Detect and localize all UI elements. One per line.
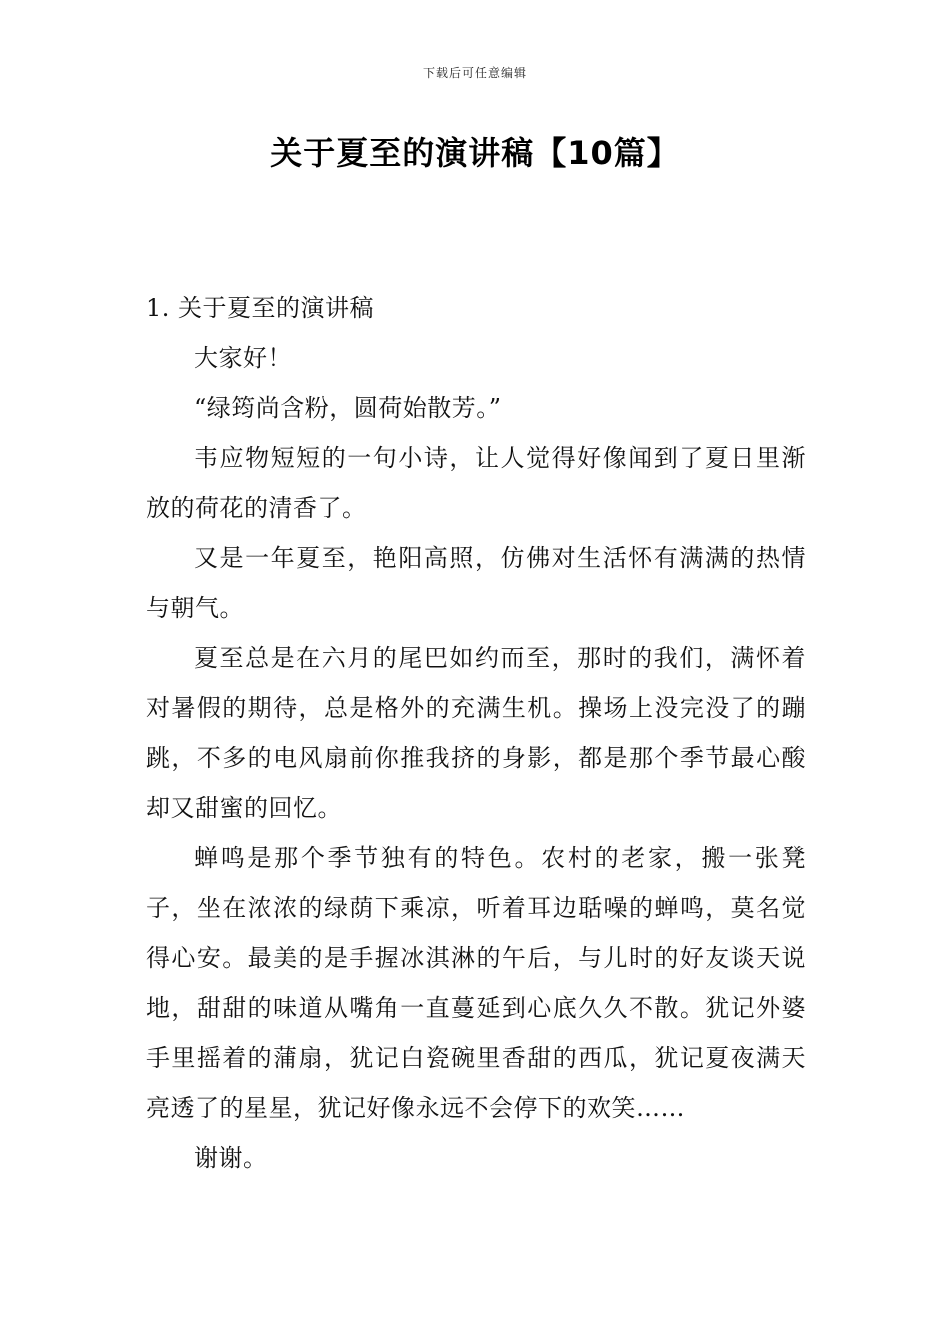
paragraph: 又是一年夏至，艳阳高照，仿佛对生活怀有满满的热情与朝气。 [146,544,806,622]
paragraph: 蝉鸣是那个季节独有的特色。农村的老家，搬一张凳子，坐在浓浓的绿荫下乘凉，听着耳边聒噪的蝉鸣，莫名觉得心安。最美的是手握冰淇淋的午后，与儿时的好友谈天说地，甜甜的味道从嘴角一直蔓延到心底久久不散。犹记外婆手里摇着的蒲扇，犹记白瓷碗里香甜的西瓜，犹记夏夜满天亮透了的星星，犹记好像永远不会停下的欢笑…… [146,844,806,1122]
header-note: 下载后可任意编辑 [422,66,527,80]
paragraph-closing: 谢谢。 [194,1144,268,1172]
paragraph-poem-quote: “绿筠尚含粉，圆荷始散芳。” [194,394,502,422]
paragraph: 夏至总是在六月的尾巴如约而至，那时的我们，满怀着对暑假的期待，总是格外的充满生机。操场上没完没了的蹦跳，不多的电风扇前你推我挤的身影，都是那个季节最心酸却又甜蜜的回忆。 [146,644,806,822]
section-heading: 1. 关于夏至的演讲稿 [146,294,375,322]
paragraph: 韦应物短短的一句小诗，让人觉得好像闻到了夏日里渐放的荷花的清香了。 [146,444,806,522]
document-body [146,283,806,1183]
paragraph-greeting: 大家好！ [194,344,292,372]
document-title: 关于夏至的演讲稿【10篇】 [270,134,680,172]
